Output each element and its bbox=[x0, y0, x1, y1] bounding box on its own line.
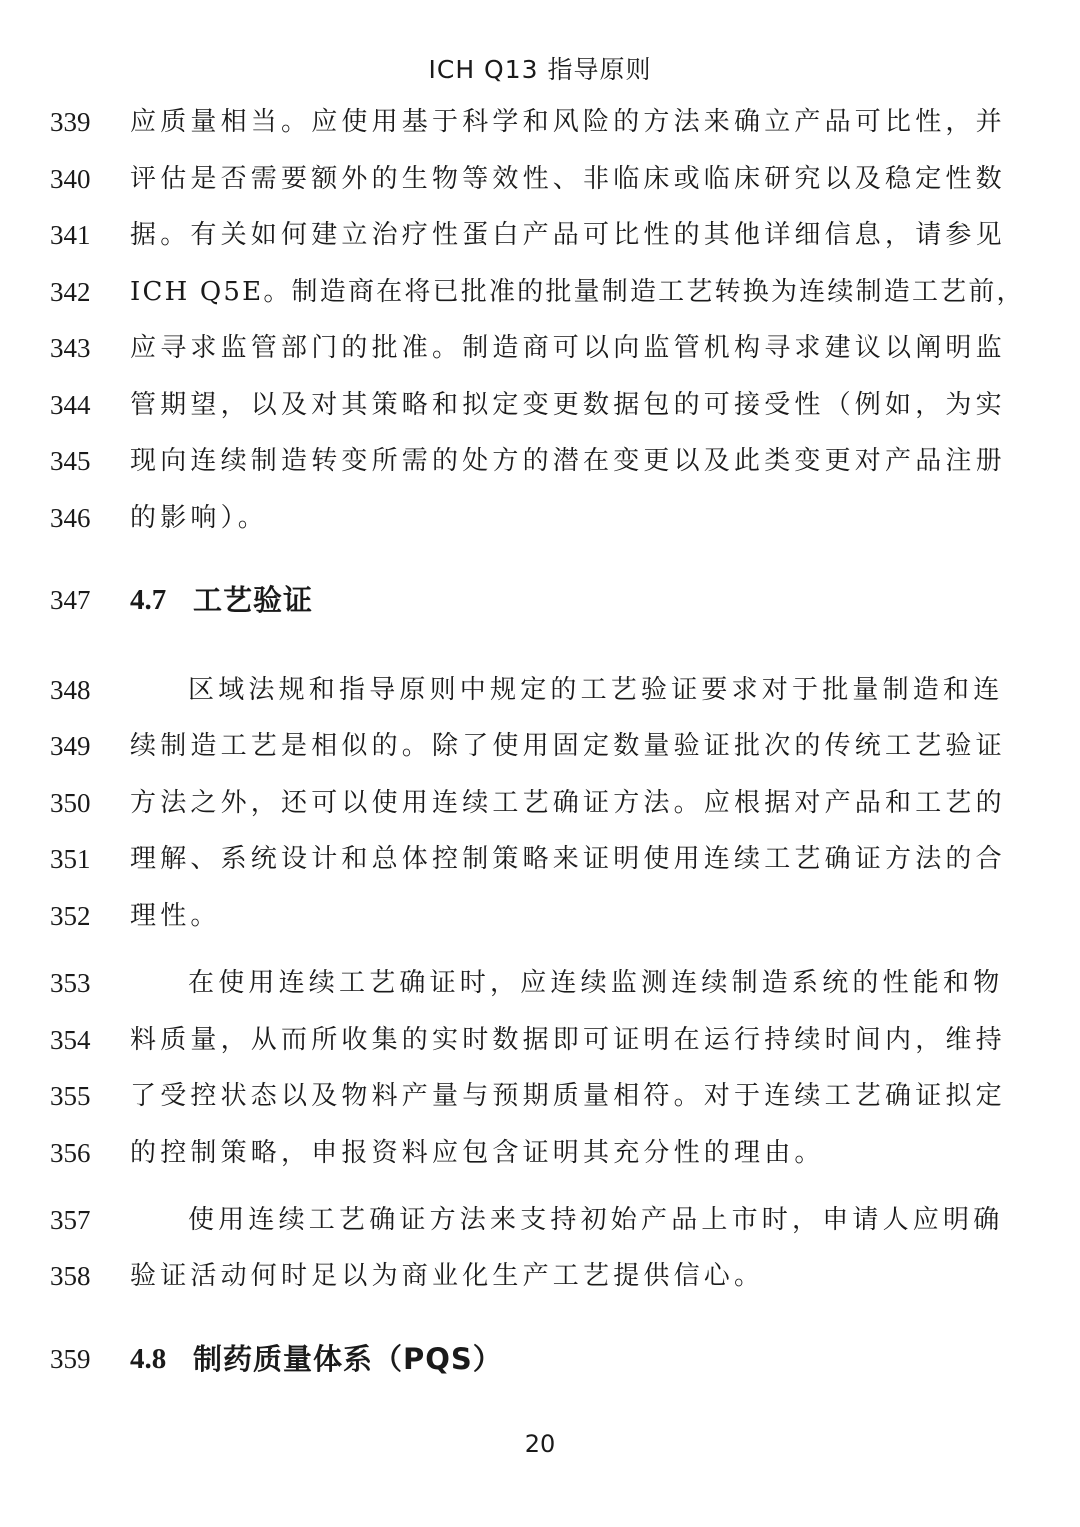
line-text: 据。有关如何建立治疗性蛋白产品可比性的其他详细信息，请参见 bbox=[130, 220, 1006, 250]
line-number: 347 bbox=[50, 585, 91, 615]
line-text: 料质量，从而所收集的实时数据即可证明在运行持续时间内，维持 bbox=[130, 1025, 1006, 1055]
line-number: 348 bbox=[50, 675, 91, 705]
text-line bbox=[0, 896, 1080, 936]
line-number: 345 bbox=[50, 446, 91, 476]
line-text: 区域法规和指导原则中规定的工艺验证要求对于批量制造和连 bbox=[188, 675, 1004, 705]
text-line bbox=[0, 102, 1080, 142]
running-header: ICH Q13 指导原则 bbox=[428, 55, 652, 84]
text-line bbox=[0, 1076, 1080, 1116]
line-text: 的影响）。 bbox=[130, 503, 269, 533]
text-line bbox=[0, 839, 1080, 879]
line-text: ICH Q5E。制造商在将已批准的批量制造工艺转换为连续制造工艺前， bbox=[130, 277, 1025, 307]
text-line bbox=[0, 328, 1080, 368]
line-number: 342 bbox=[50, 277, 91, 307]
text-line bbox=[0, 726, 1080, 766]
section-heading-4-8 bbox=[0, 1339, 1080, 1379]
section-title: 工艺验证 bbox=[193, 583, 314, 617]
text-line bbox=[0, 441, 1080, 481]
line-text: 理性。 bbox=[130, 901, 221, 931]
text-line bbox=[0, 783, 1080, 823]
line-number: 353 bbox=[50, 968, 91, 998]
line-text: 管期望，以及对其策略和拟定变更数据包的可接受性（例如，为实 bbox=[130, 390, 1006, 420]
text-line bbox=[0, 1133, 1080, 1173]
section-title: 制药质量体系（PQS） bbox=[193, 1342, 503, 1376]
line-number: 355 bbox=[50, 1081, 91, 1111]
line-text: 的控制策略，申报资料应包含证明其充分性的理由。 bbox=[130, 1138, 825, 1168]
line-number: 346 bbox=[50, 503, 91, 533]
text-line bbox=[0, 670, 1080, 710]
line-number: 350 bbox=[50, 788, 91, 818]
line-number: 352 bbox=[50, 901, 91, 931]
line-number: 358 bbox=[50, 1261, 91, 1291]
text-line bbox=[0, 963, 1080, 1003]
line-text: 理解、系统设计和总体控制策略来证明使用连续工艺确证方法的合 bbox=[130, 844, 1006, 874]
section-number: 4.8 bbox=[130, 1343, 167, 1375]
line-number: 359 bbox=[50, 1344, 91, 1374]
text-line bbox=[0, 1256, 1080, 1296]
text-line bbox=[0, 272, 1080, 312]
line-number: 339 bbox=[50, 107, 91, 137]
line-number: 341 bbox=[50, 220, 91, 250]
text-line bbox=[0, 498, 1080, 538]
line-text: 续制造工艺是相似的。除了使用固定数量验证批次的传统工艺验证 bbox=[130, 731, 1006, 761]
section-number: 4.7 bbox=[130, 584, 167, 616]
line-text: 评估是否需要额外的生物等效性、非临床或临床研究以及稳定性数 bbox=[130, 164, 1006, 194]
line-number: 357 bbox=[50, 1205, 91, 1235]
line-text: 应质量相当。应使用基于科学和风险的方法来确立产品可比性，并 bbox=[130, 107, 1006, 137]
text-line bbox=[0, 385, 1080, 425]
line-text: 了受控状态以及物料产量与预期质量相符。对于连续工艺确证拟定 bbox=[130, 1081, 1006, 1111]
line-number: 349 bbox=[50, 731, 91, 761]
line-text: 在使用连续工艺确证时，应连续监测连续制造系统的性能和物 bbox=[188, 968, 1004, 998]
page-number: 20 bbox=[524, 1430, 556, 1458]
line-number: 344 bbox=[50, 390, 91, 420]
line-text: 方法之外，还可以使用连续工艺确证方法。应根据对产品和工艺的 bbox=[130, 788, 1006, 818]
line-number: 356 bbox=[50, 1138, 91, 1168]
line-text: 应寻求监管部门的批准。制造商可以向监管机构寻求建议以阐明监 bbox=[130, 333, 1006, 363]
line-number: 351 bbox=[50, 844, 91, 874]
text-line bbox=[0, 1020, 1080, 1060]
line-text: 使用连续工艺确证方法来支持初始产品上市时，申请人应明确 bbox=[188, 1205, 1004, 1235]
line-number: 354 bbox=[50, 1025, 91, 1055]
text-line bbox=[0, 215, 1080, 255]
line-text: 验证活动何时足以为商业化生产工艺提供信心。 bbox=[130, 1261, 765, 1291]
section-heading-4-7 bbox=[0, 580, 1080, 620]
line-number: 343 bbox=[50, 333, 91, 363]
text-line bbox=[0, 159, 1080, 199]
line-text: 现向连续制造转变所需的处方的潜在变更以及此类变更对产品注册 bbox=[130, 446, 1006, 476]
line-number: 340 bbox=[50, 164, 91, 194]
text-line bbox=[0, 1200, 1080, 1240]
